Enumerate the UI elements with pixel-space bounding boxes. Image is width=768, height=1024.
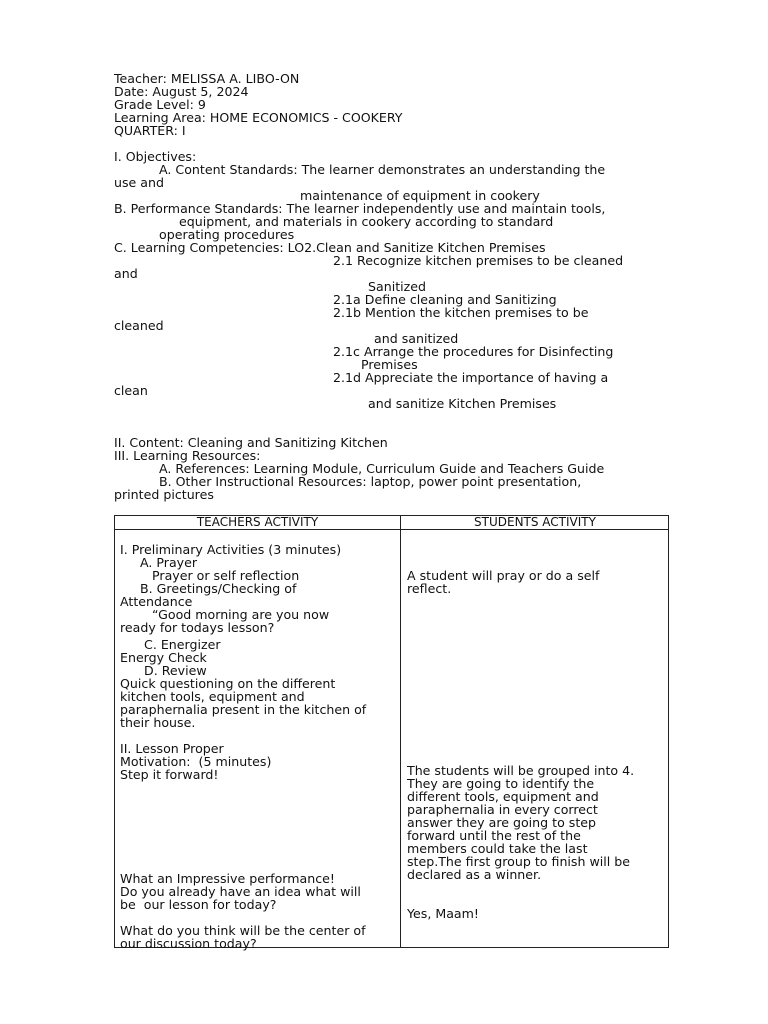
- teacher-cell-line: B. Greetings/Checking of: [120, 581, 297, 596]
- competency-2-1-cont: Sanitized: [368, 279, 426, 294]
- student-cell-line: step.The first group to finish will be: [407, 854, 631, 869]
- content-standards: A. Content Standards: The learner demonstrates an understanding the: [159, 162, 606, 177]
- quarter: QUARTER: I: [114, 123, 186, 138]
- other-resources: B. Other Instructional Resources: laptop, power point presentation,: [159, 474, 582, 489]
- teacher-cell-line: Attendance: [120, 594, 193, 609]
- student-cell-line: paraphernalia in every correct: [407, 802, 598, 817]
- grade-level: Grade Level: 9: [114, 97, 206, 112]
- table-column-divider: [400, 516, 401, 947]
- teacher-cell-line: paraphernalia present in the kitchen of: [120, 702, 367, 717]
- teacher-cell-line: Prayer or self reflection: [120, 568, 300, 583]
- teachers-activity-header: TEACHERS ACTIVITY: [196, 515, 319, 529]
- teacher-cell-line: II. Lesson Proper: [120, 741, 224, 756]
- competency-2-1: 2.1 Recognize kitchen premises to be cleaned: [333, 253, 624, 268]
- competency-2-1d: 2.1d Appreciate the importance of having a: [333, 370, 609, 385]
- teacher-cell-line: kitchen tools, equipment and: [120, 689, 305, 704]
- references: A. References: Learning Module, Curriculum Guide and Teachers Guide: [159, 461, 605, 476]
- teacher-cell-line: What an Impressive performance!: [120, 871, 335, 886]
- objectives-heading: I. Objectives:: [114, 149, 197, 164]
- teacher-cell-line: A. Prayer: [120, 555, 198, 570]
- students-activity-header: STUDENTS ACTIVITY: [474, 515, 596, 529]
- content-standards-cont: use and: [114, 175, 164, 190]
- teacher-cell-line: their house.: [120, 715, 196, 730]
- content-standards-cont: maintenance of equipment in cookery: [300, 188, 540, 203]
- student-cell-line: They are going to identify the: [407, 776, 595, 791]
- competency-2-1b-cont: cleaned: [114, 318, 164, 333]
- performance-standards-cont: operating procedures: [159, 227, 295, 242]
- other-resources-cont: printed pictures: [114, 487, 214, 502]
- teacher-cell-line: our discussion today?: [120, 936, 257, 951]
- learning-area: Learning Area: HOME ECONOMICS - COOKERY: [114, 110, 403, 125]
- competency-2-1d-cont: clean: [114, 383, 148, 398]
- teacher-cell-line: D. Review: [120, 663, 207, 678]
- teacher-cell-line: Energy Check: [120, 650, 207, 665]
- teacher-cell-line: What do you think will be the center of: [120, 923, 366, 938]
- competency-2-1c: 2.1c Arrange the procedures for Disinfecting: [333, 344, 614, 359]
- competency-2-1b-cont: and sanitized: [374, 331, 459, 346]
- student-cell-line: Yes, Maam!: [407, 906, 479, 921]
- learning-resources: III. Learning Resources:: [114, 448, 261, 463]
- teacher-cell-line: Step it forward!: [120, 767, 219, 782]
- learning-competencies: C. Learning Competencies: LO2.Clean and Sanitize Kitchen Premises: [114, 240, 546, 255]
- student-cell-line: A student will pray or do a self: [407, 568, 600, 583]
- competency-2-1b: 2.1b Mention the kitchen premises to be: [333, 305, 589, 320]
- performance-standards-cont: equipment, and materials in cookery according to standard: [179, 214, 554, 229]
- performance-standards: B. Performance Standards: The learner independently use and maintain tools,: [114, 201, 606, 216]
- content-line: II. Content: Cleaning and Sanitizing Kitchen: [114, 435, 388, 450]
- student-cell-line: declared as a winner.: [407, 867, 542, 882]
- lesson-date: Date: August 5, 2024: [114, 84, 249, 99]
- teacher-cell-line: Quick questioning on the different: [120, 676, 336, 691]
- teacher-cell-line: Motivation: (5 minutes): [120, 754, 272, 769]
- student-cell-line: answer they are going to step: [407, 815, 597, 830]
- teacher-name: Teacher: MELISSA A. LIBO-ON: [114, 71, 300, 86]
- student-cell-line: members could take the last: [407, 841, 588, 856]
- teacher-cell-line: be our lesson for today?: [120, 897, 277, 912]
- competency-2-1-cont: and: [114, 266, 138, 281]
- student-cell-line: forward until the rest of the: [407, 828, 581, 843]
- teacher-cell-line: “Good morning are you now: [120, 607, 330, 622]
- table-header-divider: [115, 529, 668, 530]
- competency-2-1a: 2.1a Define cleaning and Sanitizing: [333, 292, 557, 307]
- teacher-cell-line: ready for todays lesson?: [120, 620, 275, 635]
- student-cell-line: different tools, equipment and: [407, 789, 599, 804]
- competency-2-1c-cont: Premises: [361, 357, 418, 372]
- teacher-cell-line: C. Energizer: [120, 637, 221, 652]
- student-cell-line: reflect.: [407, 581, 452, 596]
- activity-table: [114, 515, 669, 951]
- student-cell-line: The students will be grouped into 4.: [407, 763, 635, 778]
- teacher-cell-line: Do you already have an idea what will: [120, 884, 361, 899]
- competency-2-1d-cont: and sanitize Kitchen Premises: [368, 396, 557, 411]
- teacher-cell-line: I. Preliminary Activities (3 minutes): [120, 542, 342, 557]
